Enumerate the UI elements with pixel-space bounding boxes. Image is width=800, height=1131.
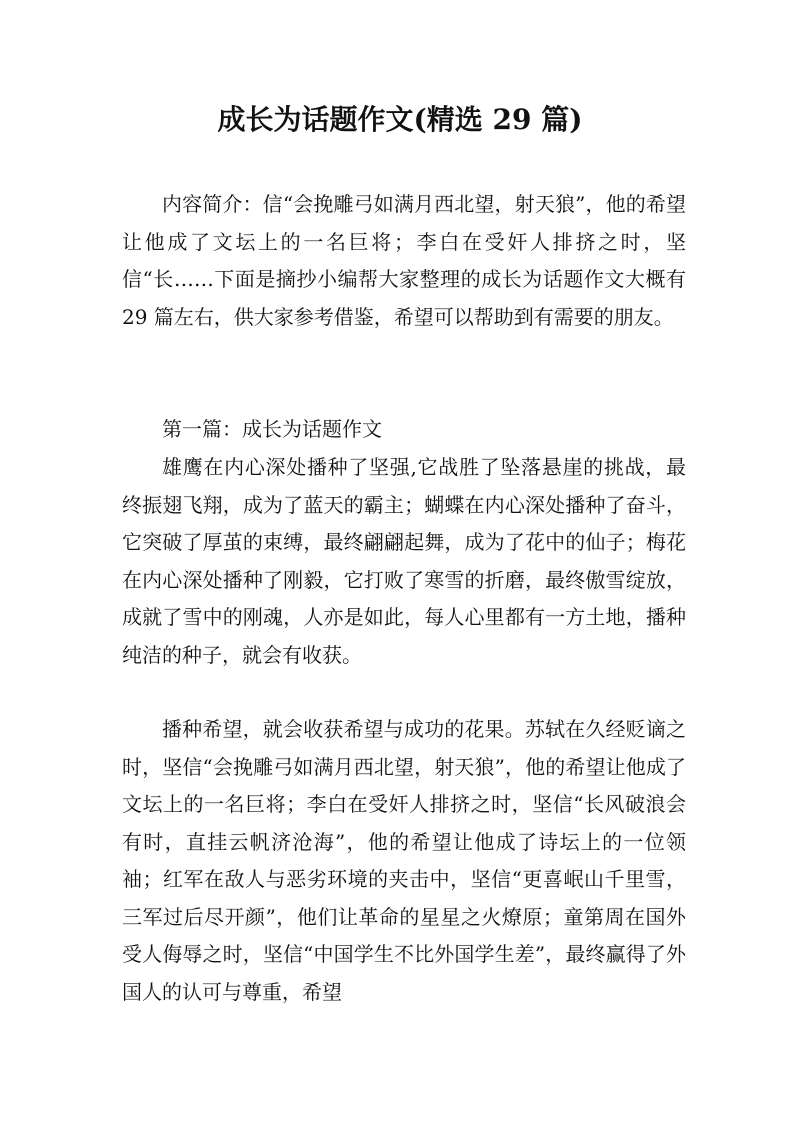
body-paragraph: 播种希望，就会收获希望与成功的花果。苏轼在久经贬谪之时，坚信“会挽雕弓如满月西北望，射天狼”，他的希望让他成了文坛上的一名巨将；李白在受奸人排挤之时，坚信“长风破浪会有时，直挂云帆济沧海”，他的希望让他成了诗坛上的一位领袖；红军在敌人与恶劣环境的夹击中，坚信“更喜岷山千里雪，三军过后尽开颜”，他们让革命的星星之火燎原；童第周在国外受人侮辱之时，坚信“中国学生不比外国学生差”，最终赢得了外国人的认可与尊重，希望 [122,717,686,1004]
document-title: 成长为话题作文(精选 29 篇) [217,103,583,136]
intro-paragraph: 内容简介：信“会挽雕弓如满月西北望，射天狼”，他的希望让他成了文坛上的一名巨将；李白在受奸人排挤之时，坚信“长……下面是摘抄小编帮大家整理的成长为话题作文大概有 29 篇左右，供大家参考借鉴，希望可以帮助到有需要的朋友。 [122,192,686,329]
section-heading: 第一篇：成长为话题作文 [162,417,382,441]
body-paragraph: 雄鹰在内心深处播种了坚强,它战胜了坠落悬崖的挑战，最终振翅飞翔，成为了蓝天的霸主；蝴蝶在内心深处播种了奋斗，它突破了厚茧的束缚，最终翩翩起舞，成为了花中的仙子；梅花在内心深处播种了刚毅，它打败了寒雪的折磨，最终傲雪绽放，成就了雪中的刚魂，人亦是如此，每人心里都有一方土地，播种纯洁的种子，就会有收获。 [122,455,686,667]
